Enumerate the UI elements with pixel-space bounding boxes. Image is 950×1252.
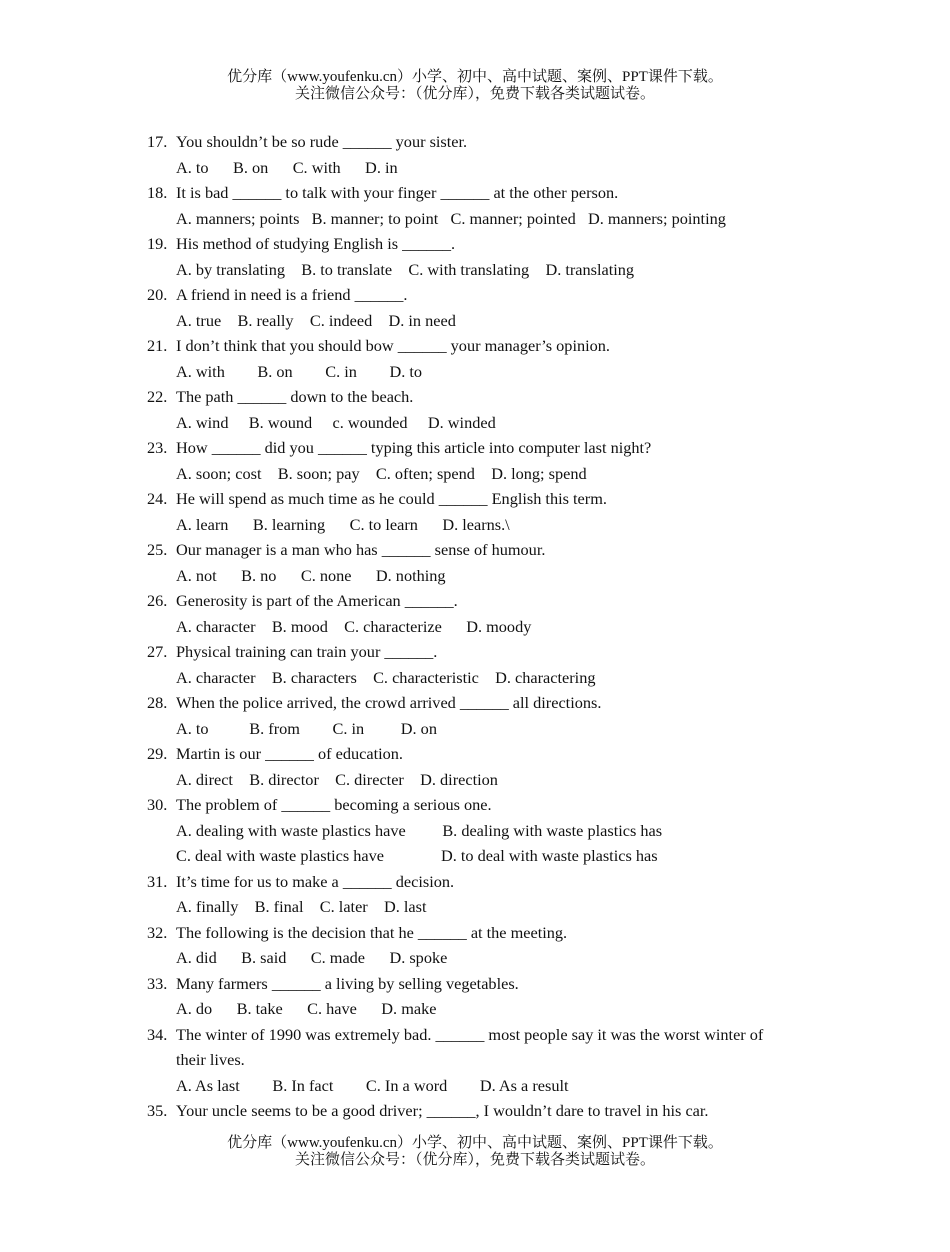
- question-item: [0, 384, 950, 410]
- question-list: [0, 129, 950, 1124]
- question-item: [0, 435, 950, 461]
- question-number: 31.: [147, 871, 168, 891]
- answer-options: [0, 257, 950, 283]
- answer-options-text: A. soon; cost B. soon; pay C. often; spend D. long; spend: [176, 463, 587, 483]
- answer-options-text: A. do B. take C. have D. make: [176, 999, 437, 1018]
- answer-options: [0, 665, 950, 691]
- question-item: [0, 180, 950, 206]
- question-text: The following is the decision that he ______ at the meeting.: [176, 922, 568, 942]
- answer-options: [0, 843, 950, 869]
- question-item: [0, 690, 950, 716]
- answer-options-text: C. deal with waste plastics have D. to deal with waste plastics has: [176, 846, 658, 865]
- question-item: [0, 792, 950, 818]
- answer-options-text: A. direct B. director C. directer D. direction: [176, 769, 498, 789]
- answer-options-text: A. wind B. wound c. wounded D. winded: [176, 412, 496, 432]
- question-text: His method of studying English is ______.: [176, 234, 456, 253]
- question-number: 23.: [147, 438, 168, 457]
- answer-options: [0, 206, 950, 232]
- question-text: I don’t think that you should bow ______ your manager’s opinion.: [176, 336, 610, 355]
- question-text: It’s time for us to make a ______ decision.: [176, 871, 455, 891]
- answer-options-text: A. character B. characters C. characteristic D. charactering: [176, 667, 596, 687]
- question-number: 28.: [147, 693, 168, 712]
- answer-options: [0, 359, 950, 385]
- question-item: [0, 588, 950, 614]
- question-text-continued: [0, 1047, 950, 1073]
- question-number: 17.: [147, 132, 168, 151]
- question-text: Your uncle seems to be a good driver; ______, I wouldn’t dare to travel in his car.: [176, 1101, 709, 1120]
- answer-options-text: A. to B. from C. in D. on: [176, 718, 437, 738]
- question-text: Many farmers ______ a living by selling vegetables.: [176, 973, 519, 993]
- question-number: 27.: [147, 642, 168, 661]
- question-item: [0, 1022, 950, 1048]
- question-text: Martin is our ______ of education.: [176, 744, 403, 763]
- question-item: [0, 486, 950, 512]
- question-text: Generosity is part of the American ______.: [176, 591, 458, 610]
- question-text: It is bad ______ to talk with your finger ______ at the other person.: [176, 183, 619, 202]
- answer-options-text: A. with B. on C. in D. to: [176, 361, 423, 381]
- question-text: Our manager is a man who has ______ sense of humour.: [176, 540, 546, 559]
- question-number: 21.: [147, 336, 168, 355]
- question-text: A friend in need is a friend ______.: [176, 285, 408, 304]
- header-line-2: 关注微信公众号：（优分库），免费下载各类试题试卷。: [294, 86, 655, 102]
- question-item: [0, 741, 950, 767]
- answer-options-text: A. dealing with waste plastics have B. dealing with waste plastics has: [176, 820, 663, 840]
- answer-options: [0, 894, 950, 920]
- answer-options-text: A. As last B. In fact C. In a word D. As a result: [176, 1075, 569, 1095]
- answer-options-text: A. true B. really C. indeed D. in need: [176, 310, 456, 330]
- answer-options-text: A. to B. on C. with D. in: [176, 157, 398, 177]
- answer-options: [0, 563, 950, 589]
- question-number: 32.: [147, 922, 168, 942]
- question-number: 26.: [147, 591, 168, 610]
- answer-options: [0, 155, 950, 181]
- answer-options: [0, 308, 950, 334]
- question-text: The path ______ down to the beach.: [176, 387, 414, 406]
- answer-options: [0, 614, 950, 640]
- question-number: 34.: [147, 1024, 168, 1044]
- question-item: [0, 639, 950, 665]
- question-number: 25.: [147, 540, 168, 559]
- question-text: The problem of ______ becoming a serious one.: [176, 795, 492, 814]
- question-number: 19.: [147, 234, 168, 253]
- question-text: You shouldn’t be so rude ______ your sister.: [176, 132, 468, 151]
- answer-options: [0, 818, 950, 844]
- question-number: 30.: [147, 795, 168, 814]
- answer-options: [0, 945, 950, 971]
- answer-options: [0, 461, 950, 487]
- answer-options-text: A. finally B. final C. later D. last: [176, 897, 427, 916]
- answer-options-text: A. by translating B. to translate C. with translating D. translating: [176, 259, 635, 279]
- question-item: [0, 971, 950, 997]
- question-number: 33.: [147, 973, 168, 993]
- question-item: [0, 333, 950, 359]
- question-number: 18.: [147, 183, 168, 202]
- answer-options-text: A. learn B. learning C. to learn D. learns.\: [176, 514, 510, 534]
- answer-options: [0, 512, 950, 538]
- question-item: [0, 1098, 950, 1124]
- answer-options: [0, 767, 950, 793]
- question-text: Physical training can train your ______.: [176, 642, 438, 661]
- answer-options-text: A. character B. mood C. characterize D. moody: [176, 616, 532, 636]
- header-line-1: 优分库（www.youfenku.cn）小学、初中、高中试题、案例、PPT课件下载。: [227, 69, 723, 85]
- answer-options-text: A. not B. no C. none D. nothing: [176, 565, 446, 585]
- question-text: The winter of 1990 was extremely bad. ______ most people say it was the worst winter of: [176, 1024, 764, 1044]
- page-header: [0, 69, 950, 103]
- question-item: [0, 920, 950, 946]
- question-item: [0, 282, 950, 308]
- question-number: 29.: [147, 744, 168, 763]
- question-text: He will spend as much time as he could ______ English this term.: [176, 489, 607, 508]
- question-text: When the police arrived, the crowd arrived ______ all directions.: [176, 693, 602, 712]
- answer-options: [0, 716, 950, 742]
- question-text-line-2: their lives.: [176, 1050, 245, 1069]
- question-text: How ______ did you ______ typing this article into computer last night?: [176, 438, 652, 457]
- question-number: 35.: [147, 1101, 168, 1120]
- footer-line-1: 优分库（www.youfenku.cn）小学、初中、高中试题、案例、PPT课件下载。: [227, 1135, 723, 1151]
- page-footer: [0, 1135, 950, 1169]
- footer-line-2: 关注微信公众号：（优分库），免费下载各类试题试卷。: [294, 1152, 655, 1168]
- answer-options-text: A. did B. said C. made D. spoke: [176, 948, 448, 967]
- answer-options: [0, 1073, 950, 1099]
- answer-options: [0, 996, 950, 1022]
- question-item: [0, 231, 950, 257]
- question-number: 20.: [147, 285, 168, 304]
- question-item: [0, 129, 950, 155]
- question-number: 22.: [147, 387, 168, 406]
- answer-options-text: A. manners; points B. manner; to point C. manner; pointed D. manners; pointing: [176, 208, 726, 228]
- answer-options: [0, 410, 950, 436]
- question-number: 24.: [147, 489, 168, 508]
- question-item: [0, 537, 950, 563]
- question-item: [0, 869, 950, 895]
